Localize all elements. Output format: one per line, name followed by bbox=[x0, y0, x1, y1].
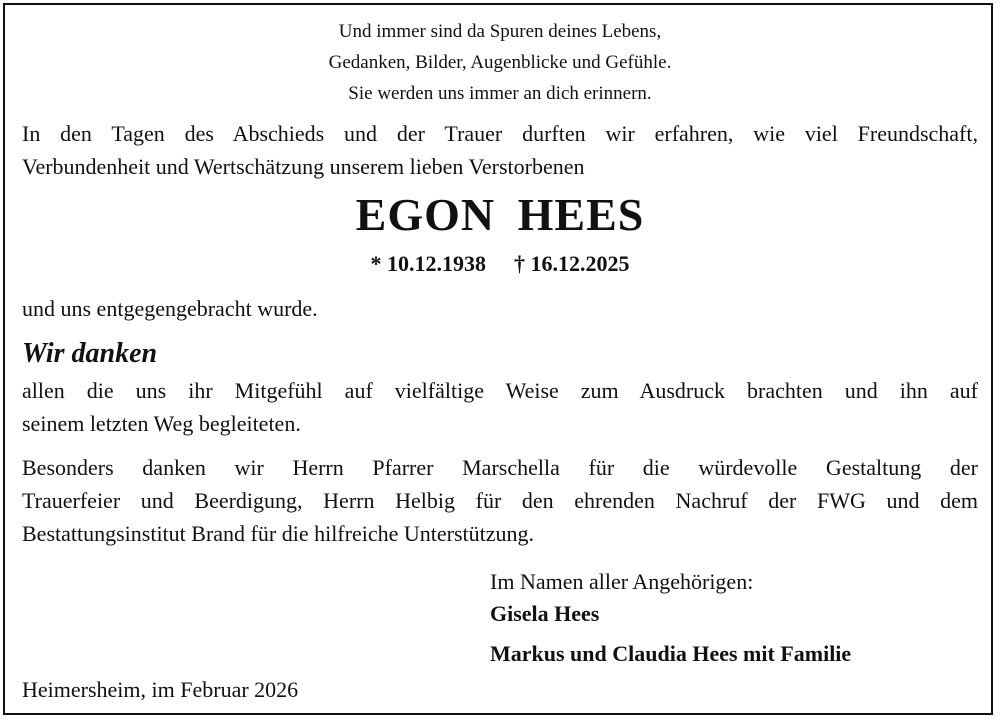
poem-line: Gedanken, Bilder, Augenblicke und Gefühle. bbox=[328, 52, 672, 73]
thanks-paragraph bbox=[22, 374, 978, 440]
poem-line: Und immer sind da Spuren deines Lebens, bbox=[338, 21, 662, 42]
life-dates bbox=[0, 248, 1000, 280]
thanks-line: seinem letzten Weg begleiteten. bbox=[22, 411, 301, 436]
death-date: † 16.12.2025 bbox=[514, 251, 630, 276]
after-name-paragraph bbox=[22, 292, 978, 325]
place-date: Heimersheim, im Februar 2026 bbox=[22, 677, 299, 702]
after-name-line: und uns entgegengebracht wurde. bbox=[22, 296, 318, 321]
special-thanks-line: Bestattungsinstitut Brand für die hilfreiche Unterstützung. bbox=[22, 521, 535, 546]
deceased-name: EGON HEES bbox=[355, 189, 645, 240]
special-thanks-line: Trauerfeier und Beerdigung, Herrn Helbig für den ehrenden Nachruf der FWG und dem bbox=[22, 488, 978, 513]
special-thanks-line: Besonders danken wir Herrn Pfarrer Marschella für die würdevolle Gestaltung der bbox=[22, 455, 978, 480]
signature-name: Markus und Claudia Hees mit Familie bbox=[490, 641, 852, 666]
poem-line: Sie werden uns immer an dich erinnern. bbox=[348, 83, 652, 104]
intro-line: In den Tagen des Abschieds und der Trauer durften wir erfahren, wie viel Freundschaft, bbox=[22, 121, 978, 146]
intro-paragraph bbox=[22, 117, 978, 183]
special-thanks-paragraph bbox=[22, 451, 978, 550]
birth-date: * 10.12.1938 bbox=[370, 251, 486, 276]
poem-block bbox=[0, 16, 1000, 109]
signature-name: Gisela Hees bbox=[490, 601, 600, 626]
thanks-line: allen die uns ihr Mitgefühl auf vielfältige Weise zum Ausdruck brachten und ihn auf bbox=[22, 378, 978, 403]
thanks-heading: Wir danken bbox=[22, 338, 158, 369]
intro-line: Verbundenheit und Wertschätzung unserem lieben Verstorbenen bbox=[22, 154, 585, 179]
signature-intro: Im Namen aller Angehörigen: bbox=[490, 569, 754, 594]
